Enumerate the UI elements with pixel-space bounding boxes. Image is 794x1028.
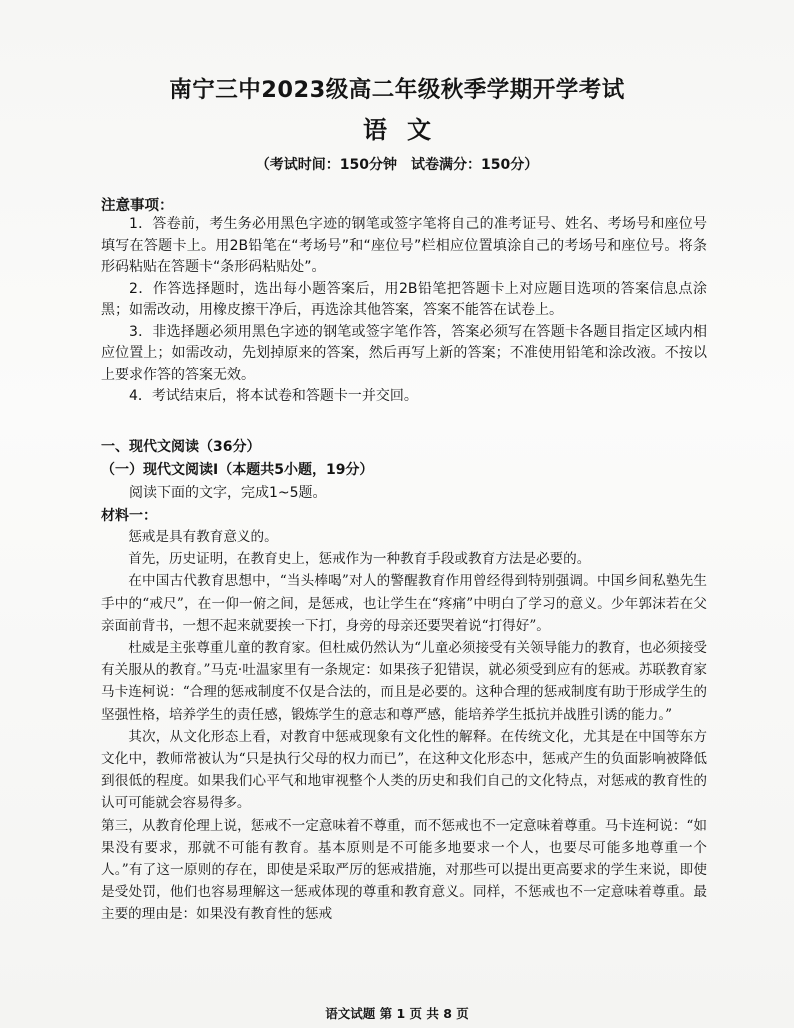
reading-instruction: 阅读下面的文字，完成1~5题。 (129, 485, 327, 501)
notice-item: 2．作答选择题时，选出每小题答案后，用2B铅笔把答题卡上对应题目选项的答案信息点涂黑；如需改动，用橡皮擦干净后，再选涂其他答案，答案不能答在试卷上。 (101, 280, 707, 318)
exam-title: 南宁三中2023级高二年级秋季学期开学考试 (169, 77, 625, 103)
page-footer: 语文试题 第 1 页 共 8 页 (325, 1006, 469, 1021)
notice-heading: 注意事项： (101, 198, 174, 214)
article-paragraph: 惩戒是具有教育意义的。 (128, 529, 278, 545)
exam-time-and-score: （考试时间：150分钟 试卷满分：150分） (255, 157, 539, 173)
subsection-heading: （一）现代文阅读Ⅰ（本题共5小题，19分） (101, 462, 374, 478)
article-paragraph: 首先，历史证明，在教育史上，惩戒作为一种教育手段或教育方法是必要的。 (128, 551, 591, 568)
material-label: 材料一： (101, 508, 157, 524)
notice-item: 1．答卷前，考生务必用黑色字迹的钢笔或签字笔将自己的准考证号、姓名、考场号和座位号填写在答题卡上。用2B铅笔在“考场号”和“座位号”栏相应位置填涂自己的考场号和座位号。将条形码粘贴在答题卡“条形码粘贴处”。 (101, 216, 707, 275)
article-paragraph: 杜威是主张尊重儿童的教育家。但杜威仍然认为“儿童必须接受有关领导能力的教育，也必须接受有关服从的教育。”马克·吐温家里有一条规定：如果孩子犯错误，就必须受到应有的惩戒。苏联教育家马卡连柯说：“合理的惩戒制度不仅是合法的，而且是必要的。这种合理的惩戒制度有助于形成学生的坚强性格，培养学生的责任感，锻炼学生的意志和尊严感，能培养学生抵抗并战胜引诱的能力。” (101, 640, 707, 723)
section-heading: 一、现代文阅读（36分） (101, 439, 261, 455)
article-paragraph: 在中国古代教育思想中，“当头棒喝”对人的警醒教育作用曾经得到特别强调。中国乡间私塾先生手中的“戒尺”，在一仰一俯之间，是惩戒，也让学生在“疼痛”中明白了学习的意义。少年郭沫若在父亲面前背书，一想不起来就要挨一下打，身旁的母亲还要哭着说“打得好”。 (101, 573, 707, 634)
article-paragraph: 第三，从教育伦理上说，惩戒不一定意味着不尊重，而不惩戒也不一定意味着尊重。马卡连柯说：“如果没有要求，那就不可能有教育。基本原则是不可能多地要求一个人，也要尽可能多地尊重一个人。”有了这一原则的存在，即使是采取严厉的惩戒措施，对那些可以提出更高要求的学生来说，即使是受处罚，他们也容易理解这一惩戒体现的尊重和教育意义。同样，不惩戒也不一定意味着尊重。最主要的理由是：如果没有教育性的惩戒 (101, 817, 707, 923)
article-text (101, 526, 707, 926)
notice-item: 3．非选择题必须用黑色字迹的钢笔或签字笔作答，答案必须写在答题卡各题目指定区域内相应位置上；如需改动，先划掉原来的答案，然后再写上新的答案；不准使用铅笔和涂改液。不按以上要求作答的答案无效。 (101, 323, 707, 383)
article-paragraph: 其次，从文化形态上看，对教育中惩戒现象有文化性的解释。在传统文化，尤其是在中国等东方文化中，教师常被认为“只是执行父母的权力而已”，在这种文化形态中，惩戒产生的负面影响被降低到很低的程度。如果我们心平气和地审视整个人类的历史和我们自己的文化特点，对惩戒的教育性的认可可能就会容易得多。 (101, 728, 707, 812)
subject-title: 语文 (363, 116, 451, 144)
notice-item: 4．考试结束后，将本试卷和答题卡一并交回。 (129, 388, 418, 404)
notice-list (101, 214, 707, 408)
